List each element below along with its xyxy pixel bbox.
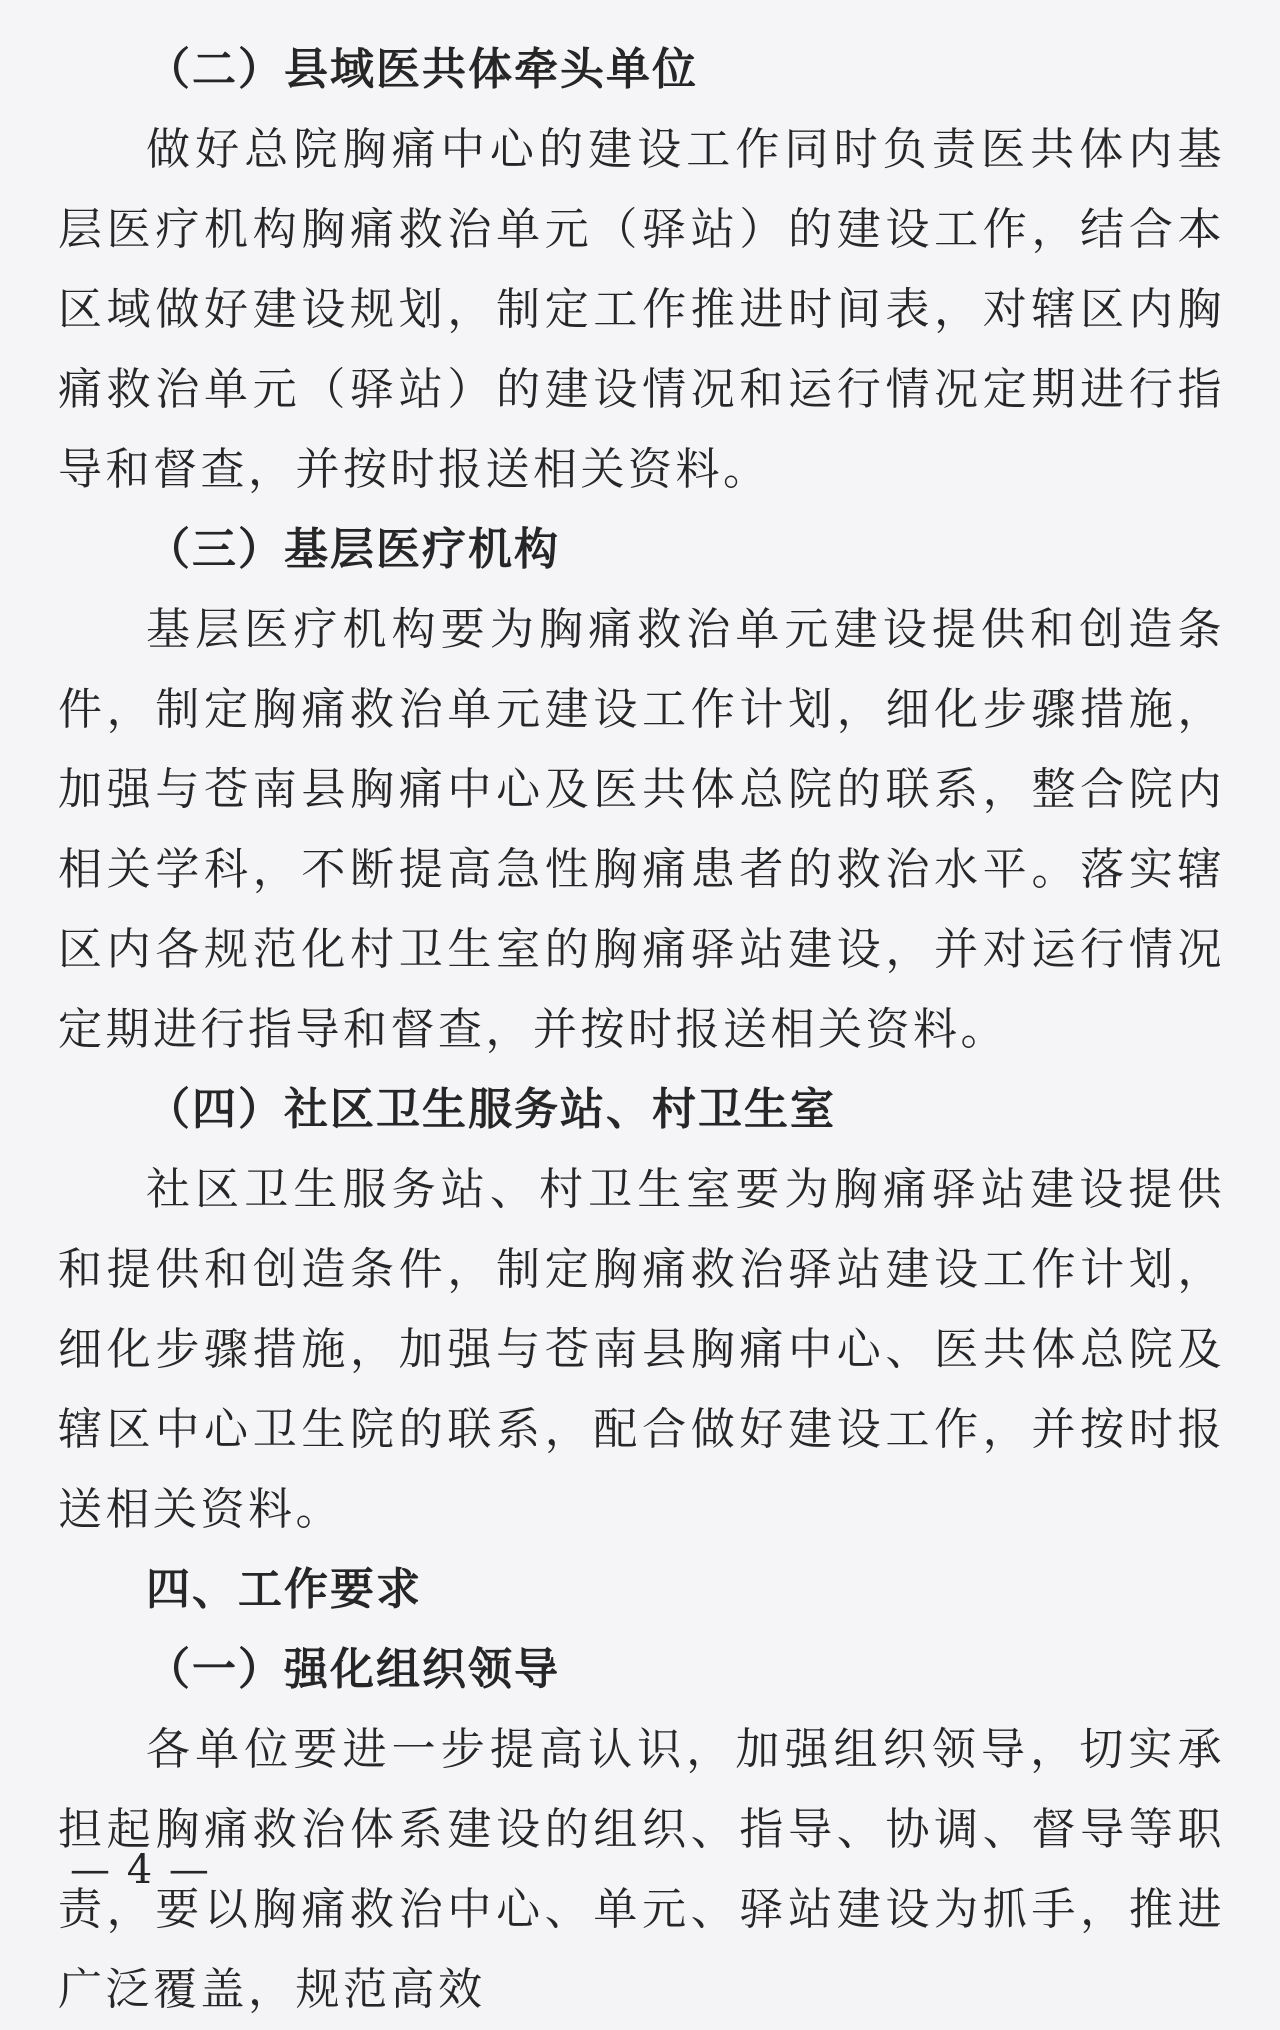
heading-primary-medical-institutions: （三）基层医疗机构 [146, 524, 560, 575]
paragraph-primary-medical-institutions: 基层医疗机构要为胸痛救治单元建设提供和创造条件，制定胸痛救治单元建设工作计划，细化步骤措施，加强与苍南县胸痛中心及医共体总院的联系，整合院内相关学科，不断提高急性胸痛患者的救治水平。落实辖区内各规范化村卫生室的胸痛驿站建设，并对运行情况定期进行指导和督查，并按时报送相关资料。 [58, 604, 1225, 1055]
page-number: — 4 — [70, 1847, 211, 1893]
heading-community-health-stations: （四）社区卫生服务站、村卫生室 [146, 1084, 836, 1135]
heading-strengthen-leadership: （一）强化组织领导 [146, 1644, 560, 1695]
paragraph-strengthen-leadership: 各单位要进一步提高认识，加强组织领导，切实承担起胸痛救治体系建设的组织、指导、协调、督导等职责，要以胸痛救治中心、单元、驿站建设为抓手，推进广泛覆盖，规范高效 [58, 1724, 1225, 2015]
paragraph-community-health-stations: 社区卫生服务站、村卫生室要为胸痛驿站建设提供和提供和创造条件，制定胸痛救治驿站建设工作计划，细化步骤措施，加强与苍南县胸痛中心、医共体总院及辖区中心卫生院的联系，配合做好建设工作，并按时报送相关资料。 [58, 1164, 1225, 1535]
heading-county-medical-alliance: （二）县域医共体牵头单位 [146, 44, 698, 95]
heading-work-requirements: 四、工作要求 [146, 1564, 422, 1615]
paragraph-county-medical-alliance: 做好总院胸痛中心的建设工作同时负责医共体内基层医疗机构胸痛救治单元（驿站）的建设工作，结合本区域做好建设规划，制定工作推进时间表，对辖区内胸痛救治单元（驿站）的建设情况和运行情况定期进行指导和督查，并按时报送相关资料。 [58, 124, 1225, 495]
